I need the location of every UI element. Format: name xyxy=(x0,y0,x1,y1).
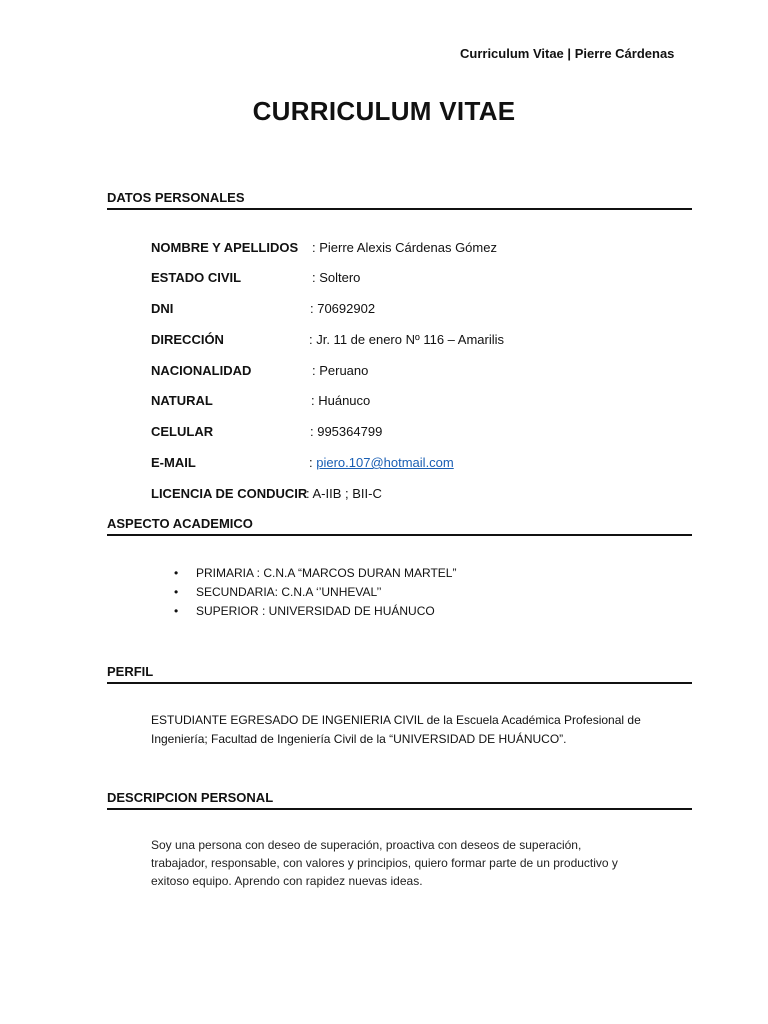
estado-civil-value: : Soltero xyxy=(312,270,361,285)
nombre-label: NOMBRE Y APELLIDOS xyxy=(151,240,299,255)
nacionalidad-label: NACIONALIDAD xyxy=(151,363,252,378)
licencia-label: LICENCIA DE CONDUCIR xyxy=(151,486,308,501)
perfil-line: ESTUDIANTE EGRESADO DE INGENIERIA CIVIL de la Escuela Académica Profesional de xyxy=(151,713,641,727)
list-item-secundaria xyxy=(174,585,382,599)
estado-civil-label: ESTADO CIVIL xyxy=(151,270,242,285)
running-header xyxy=(460,46,674,61)
email-label: E-MAIL xyxy=(151,455,196,470)
section-divider xyxy=(107,208,692,210)
section-title-perfil: PERFIL xyxy=(107,664,154,679)
celular-value: : 995364799 xyxy=(310,424,383,439)
perfil-line: Ingeniería; Facultad de Ingeniería Civil de la “UNIVERSIDAD DE HUÁNUCO”. xyxy=(151,732,567,746)
natural-value: : Huánuco xyxy=(311,393,371,408)
direccion-label: DIRECCIÓN xyxy=(151,332,224,347)
bullet-icon: • xyxy=(174,566,179,580)
natural-label: NATURAL xyxy=(151,393,213,408)
descripcion-text xyxy=(151,836,681,890)
section-divider xyxy=(107,682,692,684)
section-title-descripcion-personal: DESCRIPCION PERSONAL xyxy=(107,790,274,805)
list-item-primaria xyxy=(174,566,456,580)
email-row xyxy=(309,455,454,470)
dni-label: DNI xyxy=(151,301,174,316)
nacionalidad-value: : Peruano xyxy=(312,363,369,378)
secundaria-text: SECUNDARIA: C.N.A ‘’UNHEVAL’’ xyxy=(196,585,382,599)
document-title: CURRICULUM VITAE xyxy=(252,96,516,126)
licencia-value: : A-IIB ; BII-C xyxy=(306,486,382,501)
list-item-superior xyxy=(174,604,435,618)
perfil-text xyxy=(151,711,641,749)
superior-text: SUPERIOR : UNIVERSIDAD DE HUÁNUCO xyxy=(196,604,435,618)
descripcion-line: trabajador, responsable, con valores y principios, quiero formar parte de un productivo y xyxy=(151,856,618,870)
bullet-icon: • xyxy=(174,585,179,599)
dni-value: : 70692902 xyxy=(310,301,376,316)
running-header-separator: | xyxy=(567,46,572,61)
section-divider xyxy=(107,534,692,536)
direccion-value: : Jr. 11 de enero Nº 116 – Amarilis xyxy=(309,332,505,347)
celular-label: CELULAR xyxy=(151,424,214,439)
descripcion-line: Soy una persona con deseo de superación, proactiva con deseos de superación, xyxy=(151,838,582,852)
section-title-aspecto-academico: ASPECTO ACADEMICO xyxy=(107,516,253,531)
email-colon: : xyxy=(309,455,313,470)
section-title-datos-personales: DATOS PERSONALES xyxy=(107,190,245,205)
bullet-icon: • xyxy=(174,604,179,618)
section-divider xyxy=(107,808,692,810)
nombre-value: : Pierre Alexis Cárdenas Gómez xyxy=(312,240,497,255)
running-header-name: Pierre Cárdenas xyxy=(574,46,675,61)
email-link[interactable]: piero.107@hotmail.com xyxy=(316,455,454,470)
running-header-title: Curriculum Vitae xyxy=(460,46,564,61)
primaria-text: PRIMARIA : C.N.A “MARCOS DURAN MARTEL” xyxy=(196,566,457,580)
descripcion-line: exitoso equipo. Aprendo con rapidez nuevas ideas. xyxy=(151,874,423,888)
